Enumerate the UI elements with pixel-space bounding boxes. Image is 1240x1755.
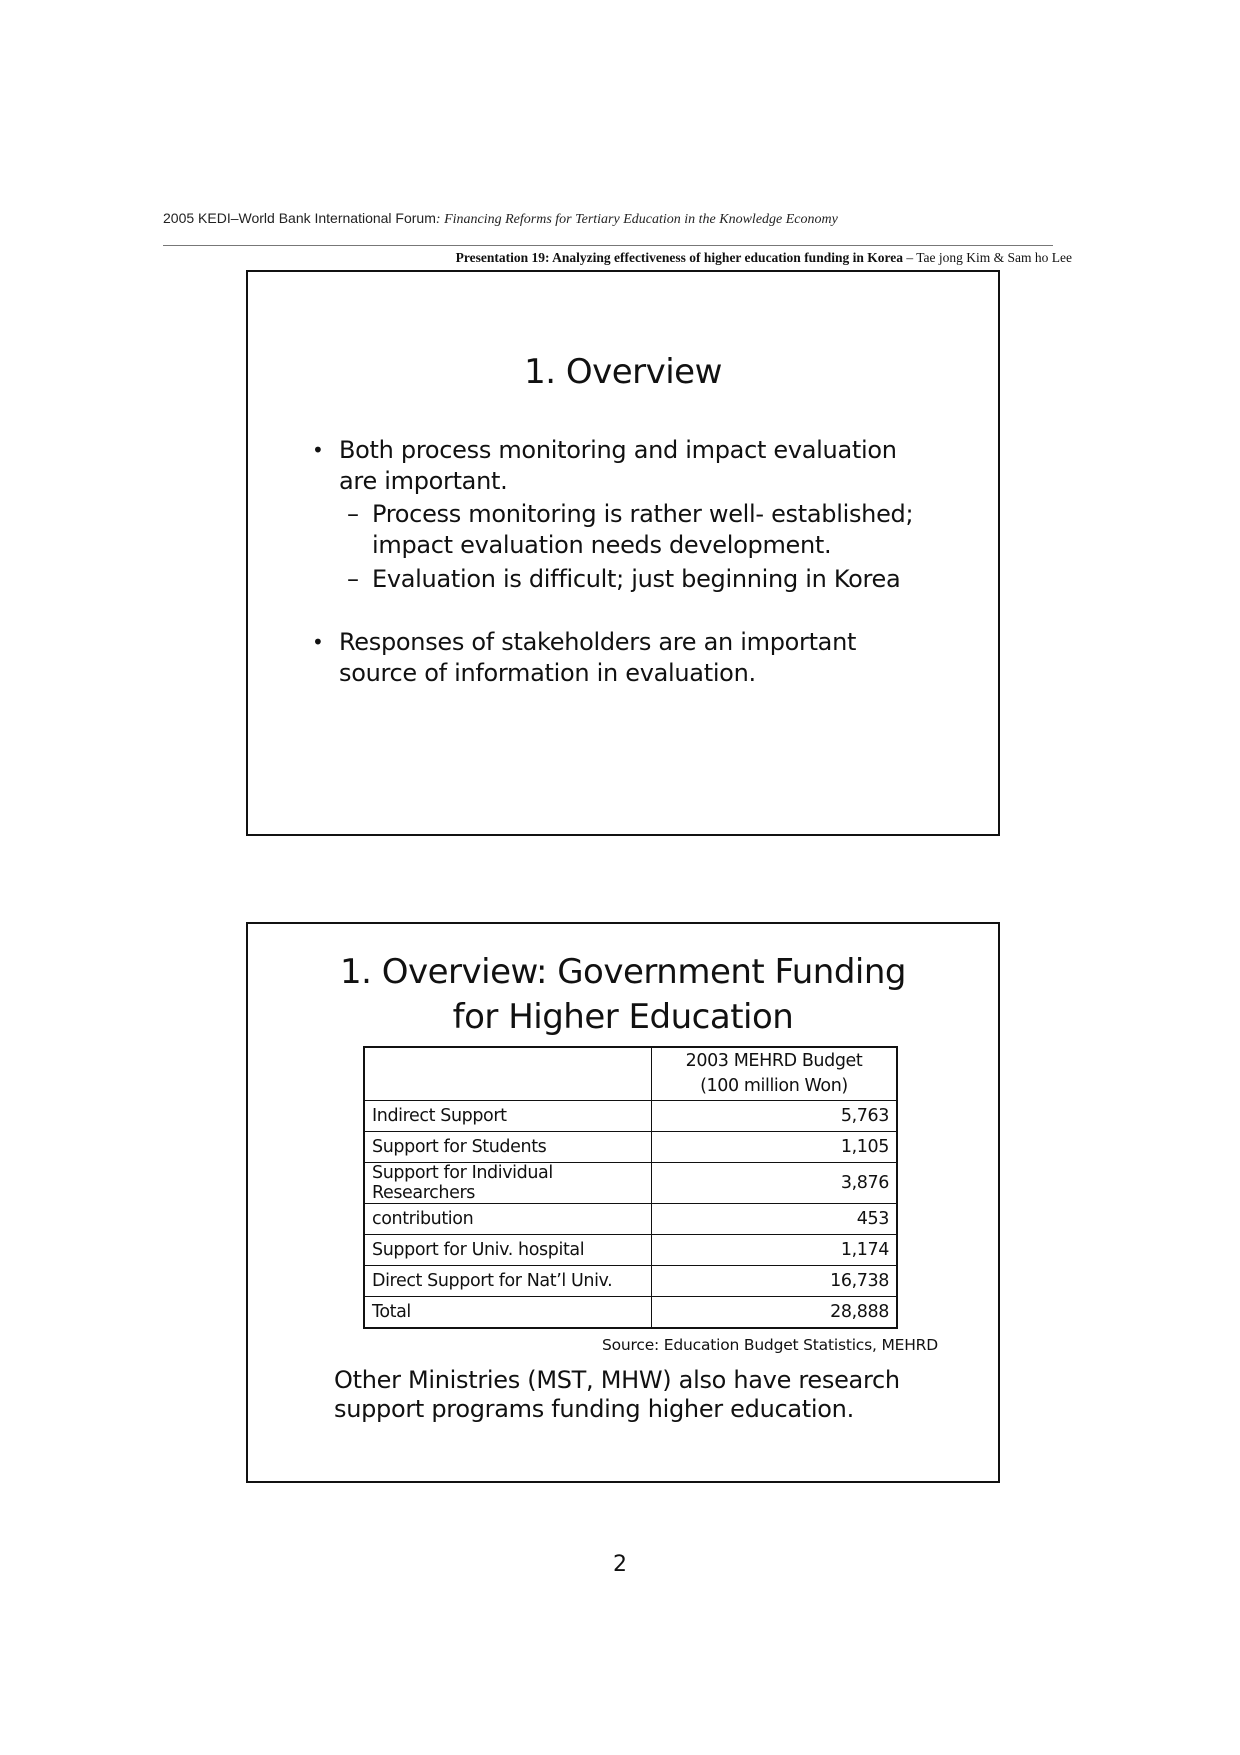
source-note: Source: Education Budget Statistics, MEHRD [602,1336,938,1354]
forum-name: 2005 KEDI–World Bank International Forum [163,210,436,226]
table-row [364,1266,897,1297]
slide-title [248,950,998,1040]
header-rule [163,245,1053,246]
row-label: contribution [364,1204,652,1235]
slide-overview [246,270,1000,836]
slide-note: Other Ministries (MST, MHW) also have research support programs funding higher education. [334,1366,900,1423]
dash-icon: – [347,500,359,528]
row-value: 1,174 [652,1235,898,1266]
row-label: Support for Individual Researchers [364,1163,652,1204]
table-row [364,1132,897,1163]
header-value-line-2: (100 million Won) [700,1076,848,1096]
subbullet-text: Process monitoring is rather well- established; impact evaluation needs development. [372,500,914,559]
table-row [364,1235,897,1266]
subbullet-item [339,564,932,595]
table-row [364,1204,897,1235]
row-label: Support for Students [364,1132,652,1163]
bullet-icon: • [312,630,324,654]
table-row [364,1163,897,1204]
subbullet-text: Evaluation is difficult; just beginning in Korea [372,565,901,593]
presentation-authors: – Tae jong Kim & Sam ho Lee [902,250,1072,265]
slide-title-line-2: for Higher Education [452,997,794,1037]
dash-icon: – [347,565,359,593]
row-value: 16,738 [652,1266,898,1297]
presentation-line [456,250,1072,266]
bullet-list [312,435,932,689]
table-row-total [364,1297,897,1329]
row-value: 28,888 [652,1297,898,1329]
table-row [364,1101,897,1132]
slide-government-funding [246,922,1000,1483]
row-value: 5,763 [652,1101,898,1132]
bullet-text: Responses of stakeholders are an important source of information in evaluation. [339,628,857,687]
table-header-row [364,1047,897,1101]
row-value: 453 [652,1204,898,1235]
bullet-item [312,435,932,595]
forum-subtitle: Financing Reforms for Tertiary Education in the Knowledge Economy [444,212,838,227]
presentation-title: Presentation 19: Analyzing effectiveness of higher education funding in Korea [455,250,903,265]
header-value-cell [652,1047,898,1101]
bullet-text: Both process monitoring and impact evaluation are important. [339,436,897,495]
header-separator: : [435,212,445,227]
slide-title-line-1: 1. Overview: Government Funding [339,952,907,992]
row-label: Total [364,1297,652,1329]
row-value: 1,105 [652,1132,898,1163]
row-label: Direct Support for Nat’l Univ. [364,1266,652,1297]
row-value: 3,876 [652,1163,898,1204]
slide-title: 1. Overview [524,352,722,392]
bullet-icon: • [312,438,324,462]
subbullet-list [339,499,932,595]
header-value-line-1: 2003 MEHRD Budget [685,1051,863,1071]
page-header [163,210,838,228]
header-label-cell [364,1047,652,1101]
bullet-item [312,627,932,689]
row-label: Indirect Support [364,1101,652,1132]
budget-table [363,1046,898,1329]
subbullet-item [339,499,932,561]
row-label: Support for Univ. hospital [364,1235,652,1266]
page-number: 2 [613,1552,627,1577]
